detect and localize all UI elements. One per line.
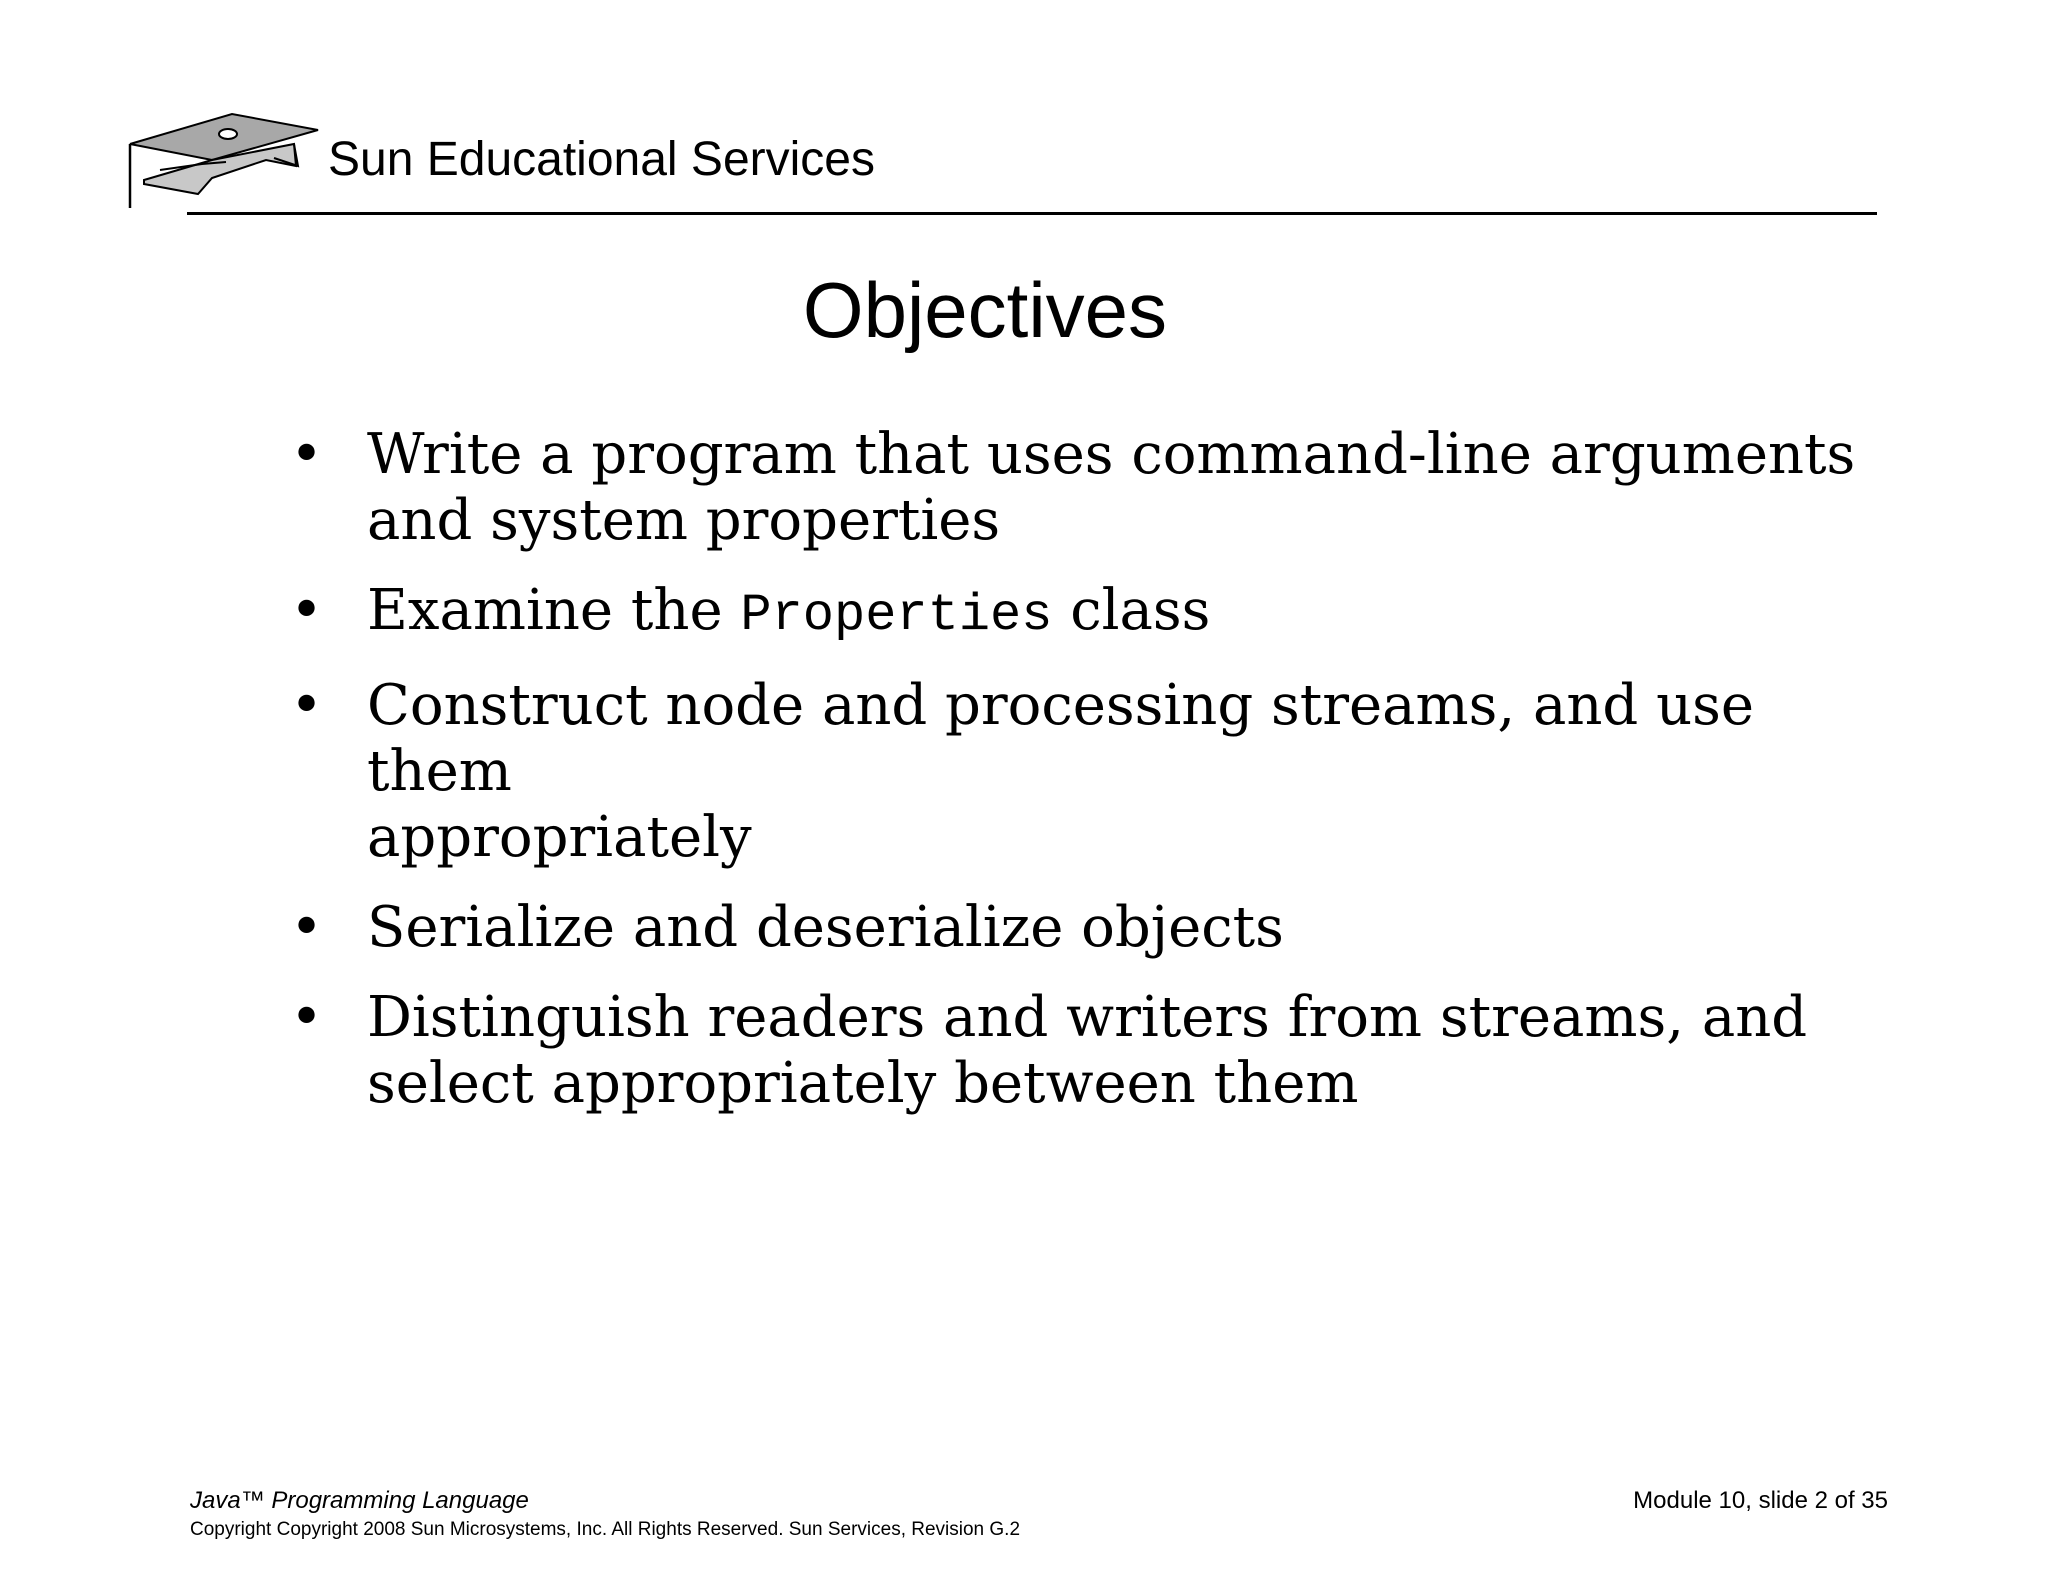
objective-text: Construct node and processing streams, and use them	[367, 673, 1755, 804]
objective-text: Serialize and deserialize objects	[367, 895, 1284, 960]
copyright-notice: Copyright Copyright 2008 Sun Microsystems, Inc. All Rights Reserved. Sun Services, Revision G.2	[190, 1519, 1021, 1540]
objective-text: Write a program that uses command-line arguments	[367, 422, 1856, 487]
objective-text-continued: select appropriately between them	[367, 1051, 1359, 1116]
properties-class-code: Properties	[740, 586, 1053, 645]
objective-text: Distinguish readers and writers from streams, and	[367, 985, 1808, 1050]
objective-text-continued: appropriately	[367, 805, 752, 870]
course-name: Java™ Programming Language	[190, 1487, 529, 1514]
objective-item	[290, 895, 1910, 961]
brand-name: Sun Educational Services	[328, 133, 875, 186]
header-divider	[187, 212, 1877, 215]
objective-item	[290, 673, 1910, 871]
objectives-list	[290, 422, 1910, 1141]
objective-item	[290, 985, 1910, 1117]
objective-item	[290, 422, 1910, 554]
graduation-cap-icon	[126, 108, 326, 212]
bullet-icon: •	[290, 985, 324, 1050]
bullet-icon: •	[290, 422, 324, 487]
objective-text: Examine the	[367, 578, 741, 643]
slide-title: Objectives	[802, 266, 1168, 354]
bullet-icon: •	[290, 673, 324, 738]
objective-text-continued: and system properties	[367, 488, 1001, 553]
bullet-icon: •	[290, 578, 324, 643]
slide-position: Module 10, slide 2 of 35	[1633, 1487, 1888, 1514]
objective-text-end: class	[1052, 578, 1211, 643]
bullet-icon: •	[290, 895, 324, 960]
objective-item	[290, 578, 1910, 649]
